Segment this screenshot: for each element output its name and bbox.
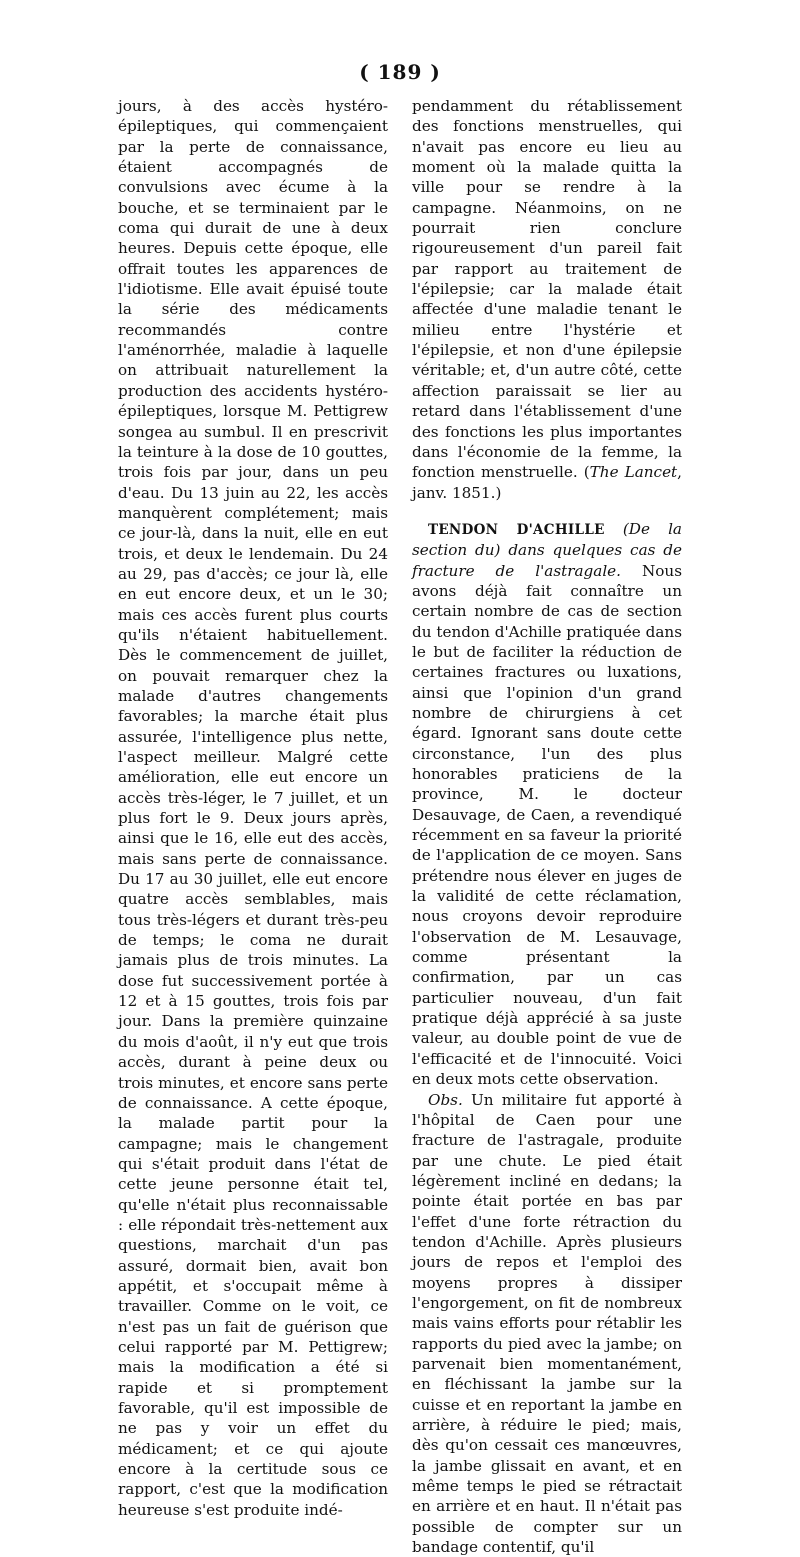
body-paragraph: jours, à des accès hystéro-épileptiques, qui commençaient par la perte de connaissance, étaient accompagnés de convulsions avec écume à la bouche, et se terminaient par le coma qui durait de une à deux heures. Depuis cette époque, elle offrait toutes les apparences de l'idiotisme. Elle avait épuisé toute la série des médicaments recommandés contre l'aménorrhée, maladie à laquelle on attribuait naturellement la production des accidents hystéro-épileptiques, lorsque M. Pettigrew songea au sumbul. Il en prescrivit la teinture à la dose de 10 gouttes, trois fois par jour, dans un peu d'eau. Du 13 juin au 22, les accès manquèrent complétement; mais ce jour-là, dans la nuit, elle en eut trois, et deux le lendemain. Du 24 au 29, pas d'accès; ce jour là, elle en eut encore deux, et un le 30; mais ces accès furent plus courts qu'ils n'étaient habituellement. Dès le commencement de juillet, on pouvait remarquer chez la malade d'autres changements favorables; la marche était plus assurée, l'intelligence plus nette, l'aspect meilleur. Malgré cette amélioration, elle eut encore un accès très-léger, le 7 juillet, et un plus fort le 9. Deux jours après, ainsi que le 16, elle eut des accès, mais sans perte de connaissance. Du 17 au 30 juillet, elle eut encore quatre accès semblables, mais tous très-légers et durant très-peu de temps; le coma ne durait jamais plus de trois minutes. La dose fut successivement portée à 12 et à 15 gouttes, trois fois par jour. Dans la première quinzaine du mois d'août, il n'y eut que trois accès, durant à peine deux ou trois minutes, et encore sans perte de connaissance. A cette époque, la malade partit pour la campagne; mais le changement qui s'était produit dans l'état de cette jeune personne était tel, qu'elle n'était plus reconnaissable : elle répondait très-nettement aux questions, marchait d'un pas assuré, dormait bien, avait bon appétit, et s'occupait même à travailler. Comme on le voit, ce n'est pas un fait de guérison que celui rapporté par M. Pettigrew; mais la modification a été si rapide et si promptement favorable, qu'il est impossible de ne pas y voir un effet du médicament; et ce qui ajoute encore à la certitude sous ce rapport, c'est que la modification heureuse s'est produite indé- xyxy=(118,96,388,1520)
observation-label: Obs. xyxy=(428,1091,463,1109)
section-subtitle: (De la section du) dans quelques cas de fracture de l'astragale. xyxy=(412,520,682,580)
right-column xyxy=(412,96,682,1557)
paragraph-text: Nous avons déjà fait connaître un certain nombre de cas de section du tendon d'Achille pratiquée dans le but de faciliter la réduction de certaines fractures ou luxations, ainsi que l'opinion d'un grand nombre de chirurgiens à cet égard. Ignorant sans doute cette circonstance, l'un des plus honorables praticiens de la province, M. le docteur Desauvage, de Caen, a revendiqué récemment en sa faveur la priorité de l'application de ce moyen. Sans prétendre nous élever en juges de la validité de cette réclamation, nous croyons devoir reproduire l'observation de M. Lesauvage, comme présentant la confirmation, par un cas particulier nouveau, d'un fait pratique déjà apprécié à sa juste valeur, au double point de vue de l'efficacité et de l'innocuité. Voici en deux mots cette observation. xyxy=(412,562,682,1089)
section-heading: TENDON D'ACHILLE xyxy=(428,522,605,538)
observation-paragraph xyxy=(412,1090,682,1557)
page-number: ( 189 ) xyxy=(0,60,800,84)
paragraph-text: pendamment du rétablissement des fonctions menstruelles, qui n'avait pas encore eu lieu au moment où la malade quitta la ville pour se rendre à la campagne. Néanmoins, on ne pourrait rien conclure rigoureusement d'un pareil fait par rapport au traitement de l'épilepsie; car la malade était affectée d'une maladie tenant le milieu entre l'hystérie et l'épilepsie, et non d'une épilepsie véritable; et, d'un autre côté, cette affection paraissait se lier au retard dans l'établissement d'une des fonctions les plus importantes dans l'économie de la femme, la fonction menstruelle. ( xyxy=(412,97,682,481)
source-citation: The Lancet xyxy=(590,463,678,481)
left-column xyxy=(118,96,388,1520)
body-paragraph xyxy=(412,96,682,503)
paragraph-text: Un militaire fut apporté à l'hôpital de Caen pour une fracture de l'astragale, produite par une chute. Le pied était légèrement incliné en dedans; la pointe était portée en bas par l'effet d'une forte rétraction du tendon d'Achille. Après plusieurs jours de repos et l'emploi des moyens propres à dissiper l'engorgement, on fit de nombreux mais vains efforts pour rétablir les rapports du pied avec la jambe; on parvenait bien momentanément, en fléchissant la jambe sur la cuisse et en reportant la jambe en arrière, à réduire le pied; mais, dès qu'on cessait ces manœuvres, la jambe glissait en avant, et en même temps le pied se rétractait en arrière et en haut. Il n'était pas possible de compter sur un bandage contentif, qu'il xyxy=(412,1091,682,1557)
citation-date: , janv. 1851.) xyxy=(412,463,682,501)
section-paragraph xyxy=(412,519,682,1090)
